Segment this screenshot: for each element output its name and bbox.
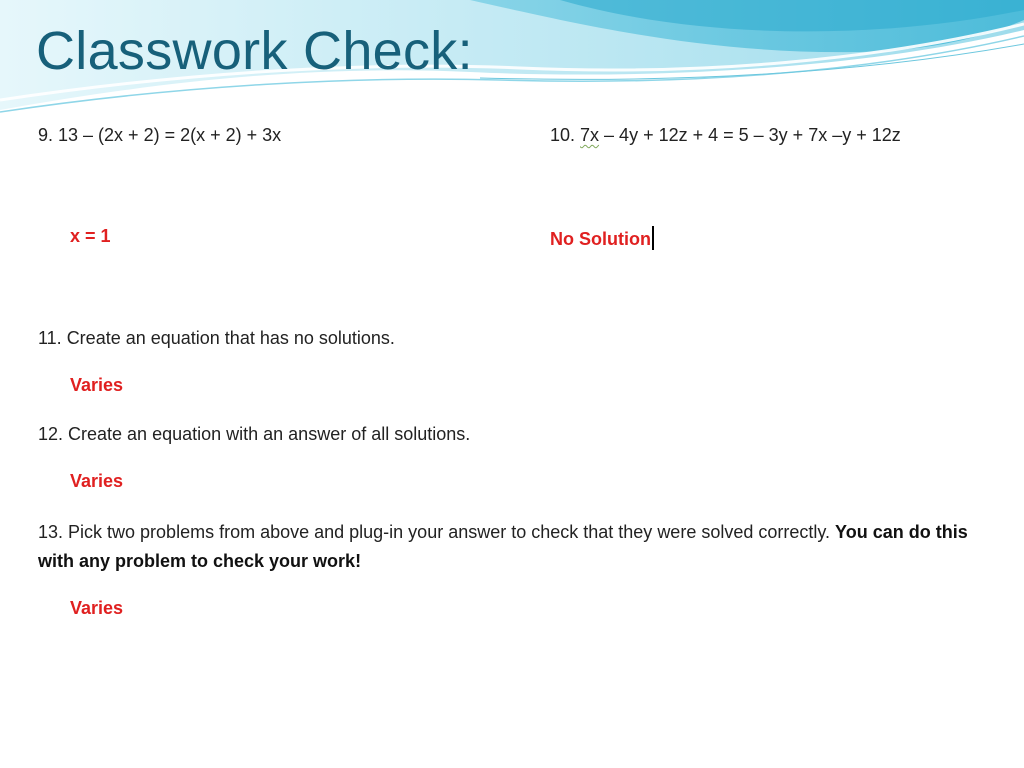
- text-cursor: [652, 226, 654, 250]
- slide-title: Classwork Check:: [36, 21, 473, 81]
- question-13: [38, 518, 998, 576]
- question-9: 9. 13 – (2x + 2) = 2(x + 2) + 3x: [38, 125, 282, 145]
- question-10-equation: – 4y + 12z + 4 = 5 – 3y + 7x –y + 12z: [599, 125, 901, 145]
- answer-10: [550, 226, 654, 250]
- answer-10-text: No Solution: [550, 229, 651, 249]
- question-10-number: 10.: [550, 125, 581, 145]
- question-13-text: 13. Pick two problems from above and plug-in your answer to check that they were solved correctly.: [38, 522, 836, 542]
- question-12: 12. Create an equation with an answer of all solutions.: [38, 424, 471, 444]
- question-11: 11. Create an equation that has no solutions.: [38, 328, 395, 348]
- question-13-emphasis: You can do this with any problem to check your work!: [38, 522, 968, 571]
- spellcheck-underlined-term: 7x: [580, 125, 600, 145]
- answer-12: Varies: [70, 471, 124, 491]
- answer-11: Varies: [70, 375, 124, 395]
- question-10: [550, 125, 901, 146]
- answer-13: Varies: [70, 598, 124, 618]
- answer-9: x = 1: [70, 226, 111, 246]
